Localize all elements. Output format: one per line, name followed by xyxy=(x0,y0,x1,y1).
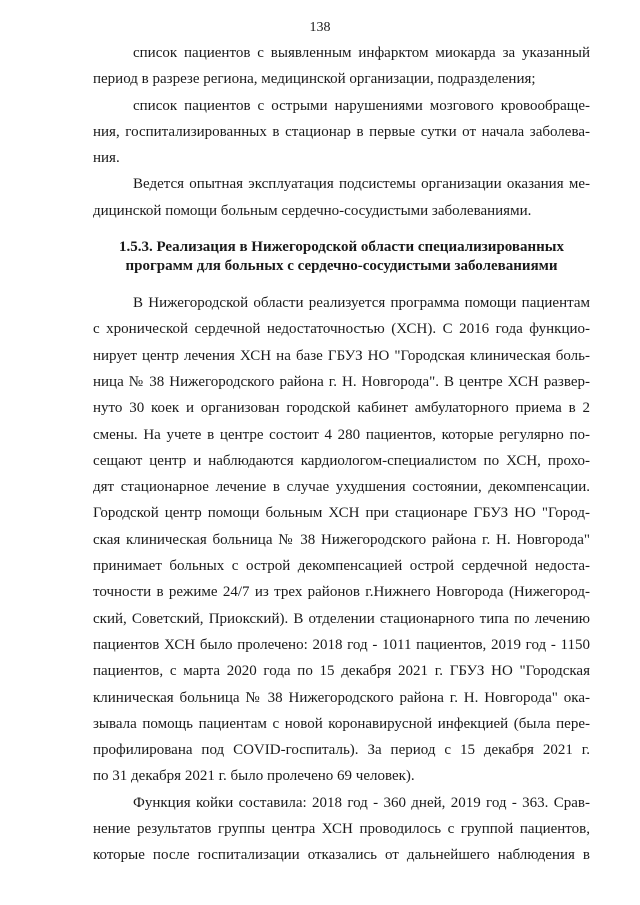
text-line: период в разрезе региона, медицинской организации, подразделения; xyxy=(93,71,536,88)
text-line: ская клиническая больница № 38 Нижегородского района г. Н. Новгорода" xyxy=(93,531,590,548)
text-line: зывала помощь пациентам с новой коронавирусной инфекцией (была пере- xyxy=(93,715,590,732)
top-paragraphs xyxy=(93,40,590,224)
heading-line: 1.5.3. Реализация в Нижегородской области специализированных xyxy=(118,239,565,256)
text-line: которые после госпитализации отказались от дальнейшего наблюдения в xyxy=(93,847,590,864)
text-line: нирует центр лечения ХСН на базе ГБУЗ НО "Городская клиническая боль- xyxy=(93,347,590,364)
text-line: нение результатов группы центра ХСН проводилось с группой пациентов, xyxy=(93,821,590,838)
text-line: смены. На учете в центре состоит 4 280 пациентов, которые регулярно по- xyxy=(93,426,590,443)
paragraph xyxy=(93,93,590,172)
text-line: дицинской помощи больным сердечно-сосудистыми заболеваниями. xyxy=(93,202,532,219)
text-line: ский, Советский, Приокский). В отделении стационарного типа по лечению xyxy=(93,610,590,627)
text-line: Городской центр помощи больным ХСН при стационаре ГБУЗ НО "Город- xyxy=(93,505,590,522)
text-line: профилирована под COVID-госпиталь). За период с 15 декабря 2021 г. xyxy=(93,742,590,759)
text-line: точности в режиме 24/7 из трех районов г.Нижнего Новгорода (Нижегород- xyxy=(93,584,590,601)
section-heading xyxy=(93,238,590,276)
text-line: В Нижегородской области реализуется программа помощи пациентам xyxy=(133,295,590,312)
heading-line: программ для больных с сердечно-сосудистыми заболеваниями xyxy=(125,258,558,275)
text-line: нуто 30 коек и организован городской кабинет амбулаторного приема в 2 xyxy=(93,400,590,417)
text-line: ния. xyxy=(93,150,120,167)
paragraph xyxy=(93,290,590,790)
text-line: клиническая больница № 38 Нижегородского района г. Н. Новгорода" ока- xyxy=(93,689,590,706)
text-line: ница № 38 Нижегородского района г. Н. Новгорода". В центре ХСН развер- xyxy=(93,373,590,390)
text-line: список пациентов с выявленным инфарктом миокарда за указанный xyxy=(133,45,590,61)
text-line: пациентов, с марта 2020 года по 15 декабря 2021 г. ГБУЗ НО "Городская xyxy=(93,663,590,680)
bottom-paragraphs xyxy=(93,290,590,869)
text-line: с хронической сердечной недостаточностью (ХСН). С 2016 года функцио- xyxy=(93,321,590,338)
paragraph xyxy=(93,171,590,224)
page-content xyxy=(93,40,590,869)
text-line: пациентов ХСН было пролечено: 2018 год - 1011 пациентов, 2019 год - 1150 xyxy=(93,636,590,653)
text-line: Функция койки составила: 2018 год - 360 дней, 2019 год - 363. Срав- xyxy=(133,794,590,811)
text-line: Ведется опытная эксплуатация подсистемы организации оказания ме- xyxy=(133,176,590,193)
text-line: сещают центр и наблюдаются кардиологом-специалистом по ХСН, прохо- xyxy=(93,452,590,469)
text-line: по 31 декабря 2021 г. было пролечено 69 человек). xyxy=(93,768,415,785)
paragraph xyxy=(93,790,590,869)
text-line: ния, госпитализированных в стационар в первые сутки от начала заболева- xyxy=(93,123,590,140)
page-number: 138 xyxy=(309,20,331,35)
text-line: дят стационарное лечение в случае ухудшения состоянии, декомпенсации. xyxy=(93,479,590,496)
text-line: список пациентов с острыми нарушениями мозгового кровообраще- xyxy=(133,97,590,114)
paragraph xyxy=(93,40,590,93)
text-line: принимает больных с острой декомпенсацией острой сердечной недоста- xyxy=(93,558,590,575)
